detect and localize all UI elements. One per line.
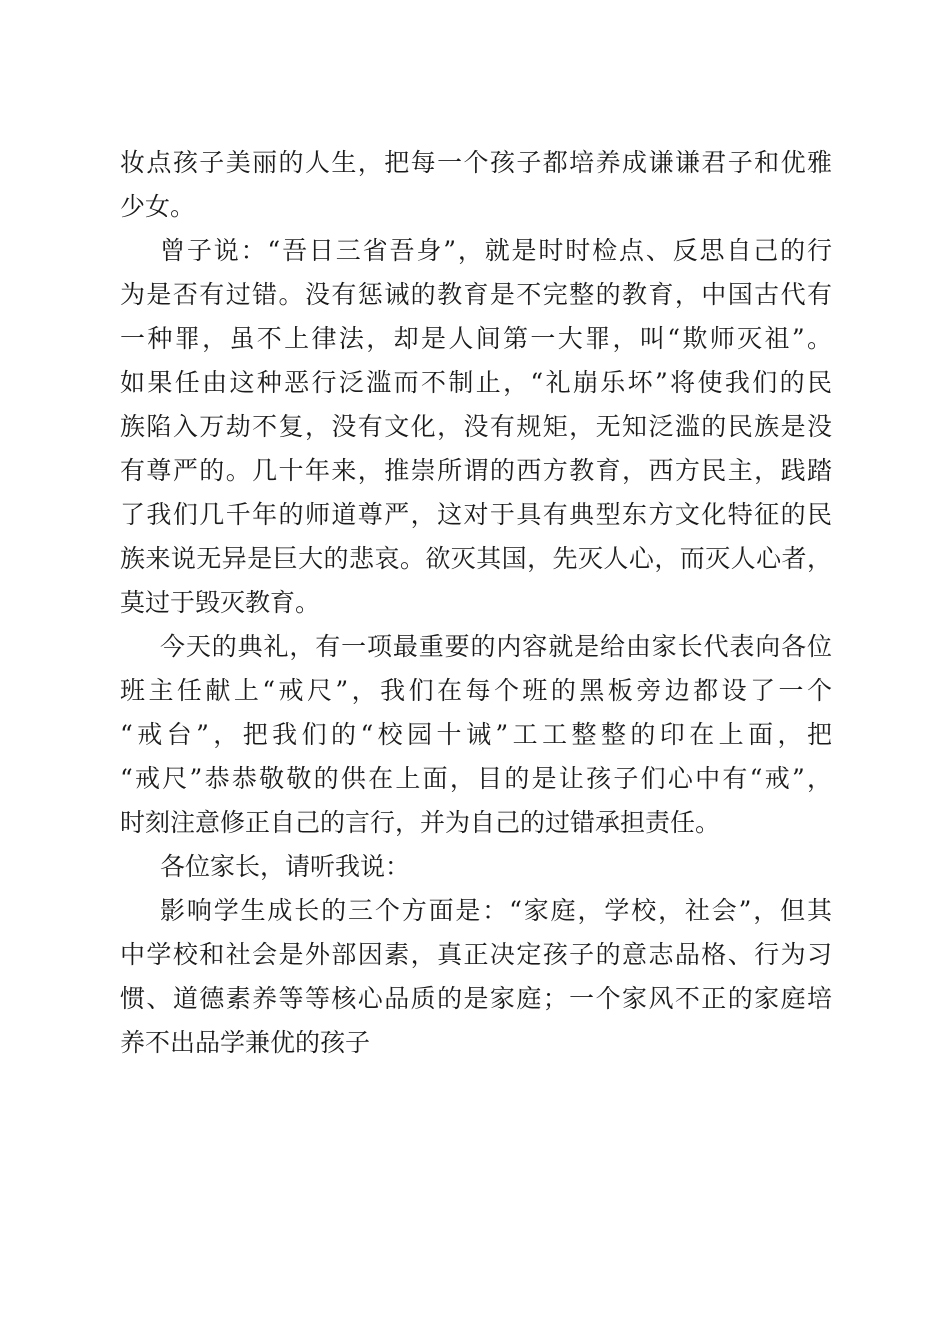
text-line: 中学校和社会是外部因素，真正决定孩子的意志品格、行为习 xyxy=(120,940,832,969)
text-line: 妆点孩子美丽的人生，把每一个孩子都培养成谦谦君子和优雅 xyxy=(120,148,832,177)
text-line: “戒尺”恭恭敬敬的供在上面，目的是让孩子们心中有“戒”， xyxy=(120,764,832,793)
paragraph-first-line: 今天的典礼，有一项最重要的内容就是给由家长代表向各位 xyxy=(160,632,832,661)
text-line: 养不出品学兼优的孩子 xyxy=(120,1028,371,1057)
text-line: 如果任由这种恶行泛滥而不制止，“礼崩乐坏”将使我们的民 xyxy=(120,368,832,397)
text-line: 族来说无异是巨大的悲哀。欲灭其国，先灭人心，而灭人心者， xyxy=(120,544,832,573)
text-line: 族陷入万劫不复，没有文化，没有规矩，无知泛滥的民族是没 xyxy=(120,412,832,441)
text-line: 莫过于毁灭教育。 xyxy=(120,588,321,617)
paragraph-first-line: 各位家长，请听我说： xyxy=(160,852,411,881)
text-line: 一种罪，虽不上律法，却是人间第一大罪，叫“欺师灭祖”。 xyxy=(120,324,832,353)
text-line: 有尊严的。几十年来，推崇所谓的西方教育，西方民主，践踏 xyxy=(120,456,832,485)
text-line: 班主任献上“戒尺”，我们在每个班的黑板旁边都设了一个 xyxy=(120,676,832,705)
text-line: 少女。 xyxy=(120,192,196,221)
text-line: 时刻注意修正自己的言行，并为自己的过错承担责任。 xyxy=(120,808,721,837)
text-line: 惯、道德素养等等核心品质的是家庭；一个家风不正的家庭培 xyxy=(120,984,832,1013)
text-line: 了我们几千年的师道尊严，这对于具有典型东方文化特征的民 xyxy=(120,500,832,529)
paragraph-first-line: 影响学生成长的三个方面是：“家庭，学校，社会”，但其 xyxy=(160,896,832,925)
text-line: “戒台”，把我们的“校园十诫”工工整整的印在上面，把 xyxy=(120,720,832,749)
paragraph-first-line: 曾子说：“吾日三省吾身”，就是时时检点、反思自己的行 xyxy=(160,236,832,265)
text-line: 为是否有过错。没有惩诫的教育是不完整的教育，中国古代有 xyxy=(120,280,832,309)
